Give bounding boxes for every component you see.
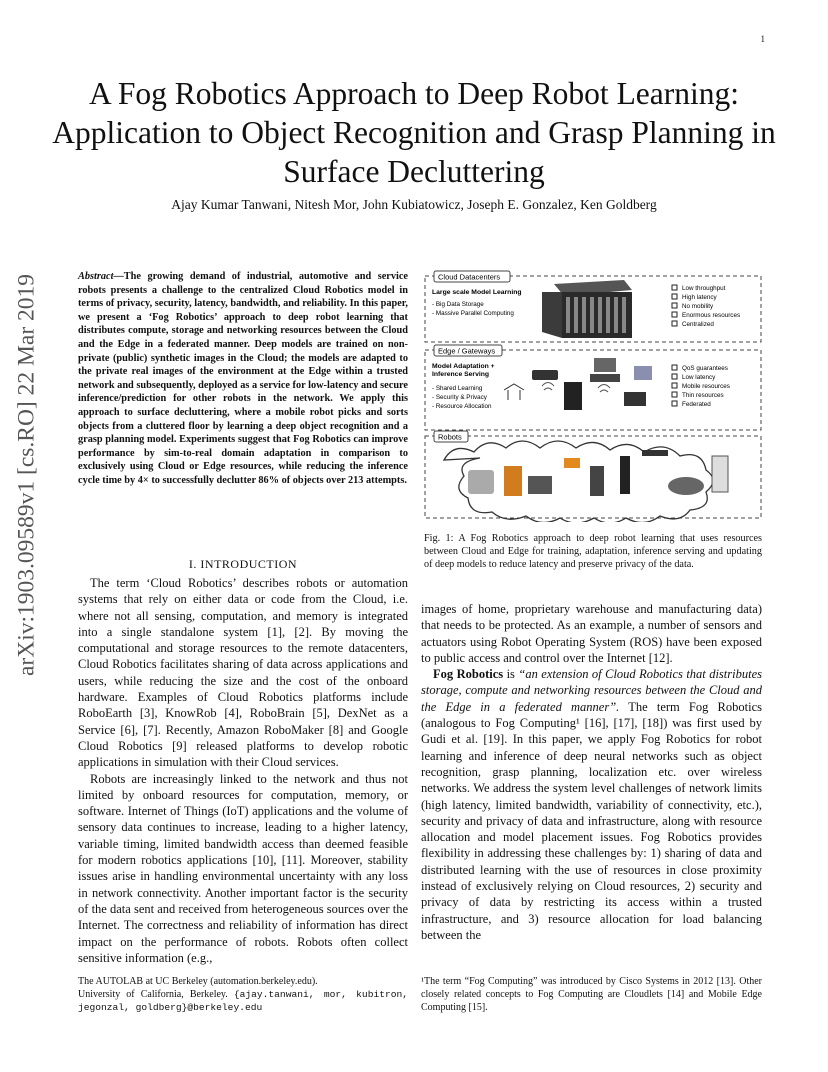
paragraph: The term ‘Cloud Robotics’ describes robots or automation systems that rely on either data or code from the Cloud, i.e. where not all sensing, computation, and memory is integrated into a single standalone system [1], [2]. By moving the computational and storage resources to the remote datacenters, Cloud Robotics facilitates sharing of data across applications and users, while reducing the size and the cost of the onboard hardware. Examples of Cloud Robotics platforms include RoboEarth [3], KnowRob [4], RoboBrain [5], DexNet as a Service [6], [7]. Recently, Amazon RoboMaker [8] and Google Cloud Robotics [9] released platforms to develop robotic applications in simulation with their Cloud services. bbox=[78, 576, 408, 770]
server-rack-icon bbox=[542, 280, 632, 338]
cloud-prop: High latency bbox=[682, 294, 717, 301]
edge-item: - Resource Allocation bbox=[432, 403, 492, 410]
abstract bbox=[78, 270, 408, 488]
cloud-tier-label: Cloud Datacenters bbox=[438, 272, 501, 282]
edge-prop: Thin resources bbox=[682, 392, 724, 399]
edge-heading: Inference Serving bbox=[432, 371, 490, 378]
cloud-prop: Low throughput bbox=[682, 285, 726, 292]
robots-tier-label: Robots bbox=[438, 432, 462, 442]
cloud-prop: Centralized bbox=[682, 321, 714, 328]
author-list: Ajay Kumar Tanwani, Nitesh Mor, John Kubiatowicz, Joseph E. Gonzalez, Ken Goldberg bbox=[171, 197, 657, 212]
figure-1 bbox=[424, 270, 762, 522]
cloud-item: - Massive Parallel Computing bbox=[432, 310, 514, 317]
cloud-heading: Large scale Model Learning bbox=[432, 289, 522, 296]
body-column-right bbox=[421, 601, 762, 943]
edge-devices-icon bbox=[504, 358, 652, 410]
footnote-fog-computing: ¹The term “Fog Computing” was introduced by Cisco Systems in 2012 [13]. Other closely related concepts to Fog Computing are Cloudlets [14] and Mobile Edge Computing [15]. bbox=[421, 976, 762, 1013]
edge-prop: Mobile resources bbox=[682, 383, 730, 390]
edge-prop: QoS guarantees bbox=[682, 365, 728, 372]
affiliation-university: University of California, Berkeley. bbox=[78, 989, 228, 1000]
robots-icon bbox=[468, 450, 728, 496]
caption-label: Fig. 1: bbox=[424, 533, 454, 544]
edge-heading: Model Adaptation + bbox=[432, 363, 495, 370]
page-number: 1 bbox=[760, 34, 765, 44]
edge-item: - Shared Learning bbox=[432, 385, 483, 392]
author-emails: {ajay.tanwani, mor, kubitron, jegonzal, goldberg}@berkeley.edu bbox=[78, 989, 408, 1013]
abstract-label: Abstract bbox=[78, 271, 114, 282]
cloud-prop: No mobility bbox=[682, 303, 714, 310]
arxiv-identifier: arXiv:1903.09589v1 [cs.RO] 22 Mar 2019 bbox=[13, 273, 40, 677]
paragraph: images of home, proprietary warehouse and manufacturing data) that needs to be protected. As an example, a number of sensors and actuators using Robot Operating System (ROS) have been exposed to public access and control over the Internet [12]. bbox=[421, 602, 762, 665]
edge-prop: Federated bbox=[682, 401, 711, 408]
cloud-prop: Enormous resources bbox=[682, 312, 741, 319]
cloud-item: - Big Data Storage bbox=[432, 301, 484, 308]
footnote-affiliation bbox=[78, 975, 408, 1014]
edge-item: - Security & Privacy bbox=[432, 394, 487, 401]
figure-caption bbox=[424, 532, 762, 572]
fog-robotics-definition: “an extension of Cloud Robotics that distributes storage, compute and networking resources between the Cloud and the Edge in a federated manner”. bbox=[421, 667, 762, 714]
paper-title: A Fog Robotics Approach to Deep Robot Learning: Application to Object Recognition and Grasp Planning in Surface Decluttering bbox=[52, 76, 776, 189]
abstract-text: —The growing demand of industrial, automotive and service robots presents a challenge to the centralized Cloud Robotics model in terms of privacy, security, latency, bandwidth, and reliability. In this paper, we present a ‘Fog Robotics’ approach to deep robot learning that distributes compute, storage and networking resources between the Cloud and the Edge in a federated manner. Deep models are trained on non-private (public) synthetic images in the Cloud; the models are adapted to the private real images of the environment at the Edge within a trusted network and subsequently, deployed as a service for low-latency and secure inference/prediction for other robots in the network. We apply this approach to surface decluttering, where a mobile robot picks and sorts objects from a cluttered floor by learning a deep object recognition and a grasp planning model. Experiments suggest that Fog Robotics can improve performance by sim-to-real domain adaptation in comparison to exclusively using Cloud or Edge resources, while reducing the inference cycle time by 4× to successfully declutter 86% of objects over 213 attempts. bbox=[78, 271, 408, 486]
caption-text: A Fog Robotics approach to deep robot learning that uses resources between Cloud and Edge for training, adaptation, inference serving and updating of deep models to reduce latency and preserve privacy of the data. bbox=[424, 533, 763, 571]
body-column-left bbox=[78, 575, 408, 966]
edge-tier-label: Edge / Gateways bbox=[438, 346, 496, 356]
arxiv-sidebar bbox=[8, 270, 46, 680]
fog-robotics-diagram bbox=[424, 270, 762, 522]
paragraph: Robots are increasingly linked to the network and thus not limited by onboard resources for computation, memory, or software. Internet of Things (IoT) applications and the volume of sensory data continues to increase, leading to a higher latency, variable timing, limited bandwidth access than deemed feasible for modern robotics applications [10], [11]. Moreover, stability issues arise in handling environmental uncertainty with any loss in network connectivity. Another important factor is the security of the data sent and received from heterogeneous sources over the Internet. The correctness and reliability of information has direct impact on the performance of robots. Robots often collect sensitive information (e.g., bbox=[78, 771, 408, 965]
paragraph: Fog Robotics is “an extension of Cloud Robotics that distributes storage, compute and networking resources between the Cloud and the Edge in a federated manner”. The term Fog Robotics (analogous to Fog Computing¹ [16], [17], [18]) was first used by Gudi et al. [19]. In this paper, we apply Fog Robotics for robot learning and inference of deep neural networks such as object recognition, grasp planning, localization etc. over wireless networks. We address the system level challenges of network limits (high latency, limited bandwidth, variability of connectivity, etc.), security and privacy of data and infrastructure, along with resource allocation and model placement issues. Fog Robotics provides flexibility in addressing these challenges by: 1) sharing of data and distributed learning with the use of resources in close proximity instead of exclusively relying on Cloud resources, 2) security and privacy of data by restricting its access within a trusted infrastructure, and 3) resource allocation for load balancing between the bbox=[421, 667, 762, 942]
affiliation-line: The AUTOLAB at UC Berkeley (automation.berkeley.edu). bbox=[78, 976, 318, 987]
fog-robotics-term: Fog Robotics bbox=[433, 667, 504, 682]
section-heading: I. INTRODUCTION bbox=[188, 557, 298, 571]
edge-prop: Low latency bbox=[682, 374, 716, 381]
